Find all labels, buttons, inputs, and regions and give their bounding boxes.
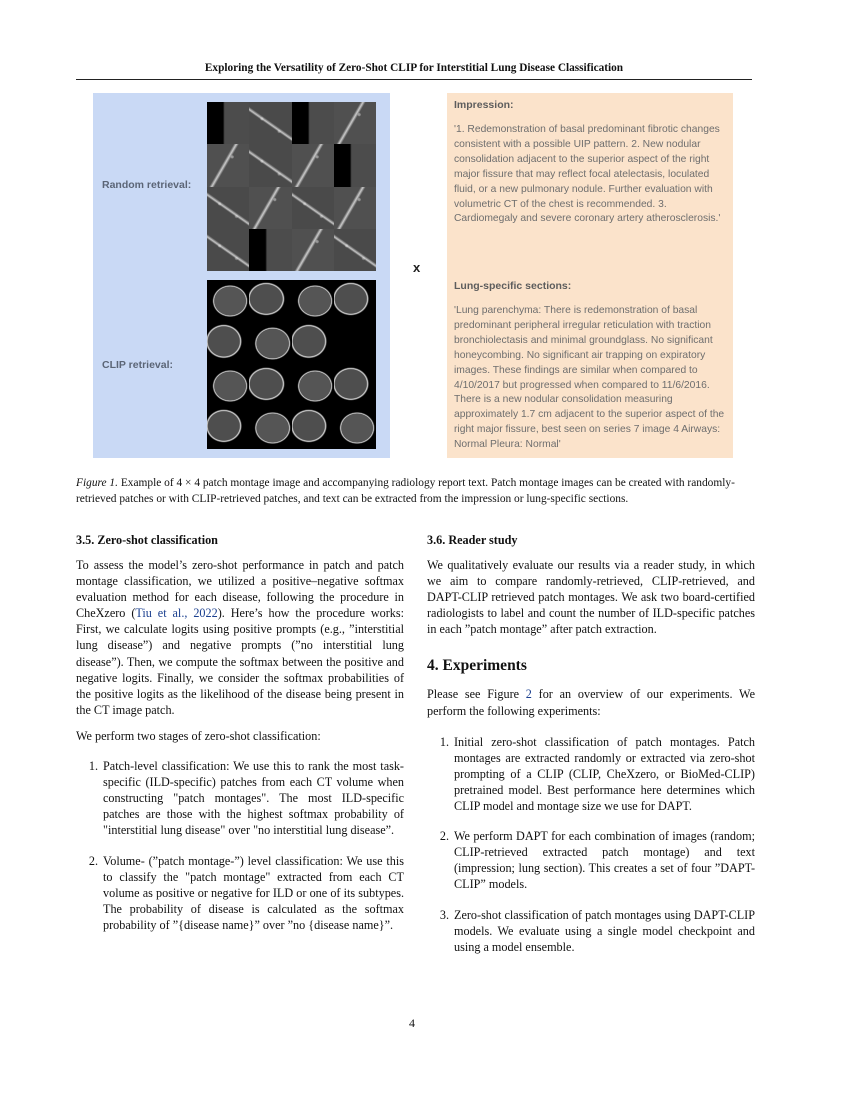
montage-tile <box>334 280 376 322</box>
montage-tile <box>292 280 334 322</box>
montage-tile <box>249 407 291 449</box>
clip-retrieval-montage <box>207 280 376 449</box>
montage-tile <box>334 187 376 229</box>
paragraph-text: To assess the model’s zero-shot performance in patch and patch montage classification, we utilized a positive–negative softmax evaluation method for each disease, following the procedure in CheXzero ( <box>76 558 404 621</box>
paragraph <box>76 557 404 718</box>
montage-tile <box>207 144 249 186</box>
list-text: Patch-level classification: We use this to rank the most task-specific (ILD-specific) patches from each CT volume when constructing "patch montages". The most ILD-specific patches are those with the highest softmax probability of "interstitial lung disease" over "no interstitial lung disease”. <box>103 759 404 838</box>
montage-tile <box>334 229 376 271</box>
paragraph-text: for an overview of our experiments. We perform the following experiments: <box>427 687 755 718</box>
montage-tile <box>292 365 334 407</box>
montage-tile <box>249 322 291 364</box>
lung-sections-text: 'Lung parenchyma: There is redemonstration of basal predominant peripheral irregular reticulation with traction bronchiolectasis and minimal groundglass. No significant honeycombing. No significant air trapping on expiratory images. These findings are similar when compared to 4/10/2017 but progressed when compared to 11/6/2016. There is a new nodular consolidation measuring approximately 1.7 cm adjacent to the superior aspect of the right major fissure, best seen on series 7 image 4 Airways: Normal Pleura: Normal' <box>454 305 725 451</box>
caption-label: Figure 1. <box>76 477 118 489</box>
list-text: Zero-shot classification of patch montages using DAPT-CLIP models. We evaluate using a single model checkpoint and using a model ensemble. <box>454 907 755 954</box>
montage-tile <box>292 407 334 449</box>
page-number: 4 <box>409 1016 415 1030</box>
list-number: 1. <box>439 734 449 749</box>
list-text: Initial zero-shot classification of patch montages. Patch montages are extracted randomly or extracted via zero-shot prompting of a CLIP (CLIP, CheXzero, or BioMed-CLIP) pretrained model. Best performance here determines which CLIP model and montage size we use for DAPT. <box>454 734 755 814</box>
caption-text: Example of 4 × 4 patch montage image and accompanying radiology report text. Patch montage images can be created with randomly-retrieved patches or with CLIP-retrieved patches, and text can be extracted from the impression or lung-specific sections. <box>76 477 735 505</box>
montage-tile <box>249 187 291 229</box>
paragraph: We qualitatively evaluate our results via a reader study, in which we aim to compare randomly-retrieved, CLIP-retrieved, and DAPT-CLIP retrieved patch montages. We ask two board-certified radiologists to label and count the number of ILD-specific patches in each ”patch montage” after patch extraction. <box>427 558 755 637</box>
lung-sections-heading: Lung-specific sections: <box>454 280 572 292</box>
list-item <box>427 828 755 892</box>
montage-tile <box>207 407 249 449</box>
classification-stages-list <box>76 758 404 933</box>
montage-tile <box>292 144 334 186</box>
list-item <box>76 853 404 933</box>
montage-tile <box>249 365 291 407</box>
montage-tile <box>207 229 249 271</box>
list-number: 2. <box>88 853 98 868</box>
left-column <box>76 533 404 933</box>
list-item <box>427 734 755 814</box>
montage-tile <box>249 102 291 144</box>
impression-heading: Impression: <box>454 99 514 111</box>
random-retrieval-label: Random retrieval: <box>102 179 192 191</box>
paragraph: We perform two stages of zero-shot classification: <box>76 728 321 743</box>
right-column <box>427 533 755 955</box>
montage-tile <box>292 187 334 229</box>
section-heading-4: 4. Experiments <box>427 657 527 675</box>
montage-tile <box>207 280 249 322</box>
montage-tile <box>334 365 376 407</box>
list-text: Volume- (”patch montage-”) level classification: We use this to classify the "patch montage" extracted from each CT volume as positive or negative for ILD or one of its subtypes. The probability of disease is calculated as the softmax probability of ”{disease name}” over ”no {disease name}”. <box>103 853 404 932</box>
paragraph-text: Please see Figure <box>427 687 526 702</box>
montage-tile <box>249 144 291 186</box>
list-item <box>76 758 404 838</box>
random-retrieval-montage <box>207 102 376 271</box>
montage-tile <box>207 102 249 144</box>
montage-tile <box>292 322 334 364</box>
montage-tile <box>334 144 376 186</box>
montage-tile <box>334 322 376 364</box>
paragraph-text: ). Here’s how the procedure works: First, we calculate logits using positive prompts (e.g., ”interstitial lung disease”) and negative prompts (”no interstitial lung disease”). Then, we compute the softmax between the positive and negative logits. Finally, we consider the softmax probabilities of the positive logits as the likelihood of the disease being present in the CT image patch. <box>76 606 405 717</box>
pairing-operator: x <box>413 260 421 275</box>
paragraph <box>427 686 755 718</box>
list-text: We perform DAPT for each combination of images (random; CLIP-retrieved extracted patch montage) and text (impression; lung section). This creates a set of four ”DAPT-CLIP” models. <box>454 829 755 892</box>
montage-tile <box>249 280 291 322</box>
section-heading-3-6: 3.6. Reader study <box>427 533 518 547</box>
impression-text: '1. Redemonstration of basal predominant fibrotic changes consistent with a possible UIP pattern. 2. New nodular consolidation adjacent to the superior aspect of the right major fissure that may reflect focal atelectasis, loculated fluid, or a new pulmonary nodule. Further evaluation with volumetric CT of the chest is recommended. 3. Cardiomegaly and severe coronary artery atherosclerosis.' <box>454 124 721 225</box>
list-number: 3. <box>439 907 449 922</box>
list-number: 1. <box>88 759 98 774</box>
montage-tile <box>292 229 334 271</box>
montage-tile <box>207 365 249 407</box>
figure-montage-panel <box>93 93 390 458</box>
figure-ref-link[interactable]: 2 <box>525 687 532 702</box>
montage-tile <box>207 322 249 364</box>
montage-tile <box>292 102 334 144</box>
running-title: Exploring the Versatility of Zero-Shot CLIP for Interstitial Lung Disease Classification <box>204 62 624 74</box>
figure-caption <box>76 476 756 507</box>
figure-report-panel <box>447 93 733 458</box>
montage-tile <box>334 102 376 144</box>
experiments-list <box>427 734 755 955</box>
header-rule <box>76 79 752 80</box>
montage-tile <box>249 229 291 271</box>
montage-tile <box>334 407 376 449</box>
montage-tile <box>207 187 249 229</box>
list-number: 2. <box>439 829 449 844</box>
citation-link[interactable]: Tiu et al., 2022 <box>135 606 218 621</box>
section-heading-3-5: 3.5. Zero-shot classification <box>76 533 218 547</box>
clip-retrieval-label: CLIP retrieval: <box>102 359 174 371</box>
list-item <box>427 907 755 955</box>
